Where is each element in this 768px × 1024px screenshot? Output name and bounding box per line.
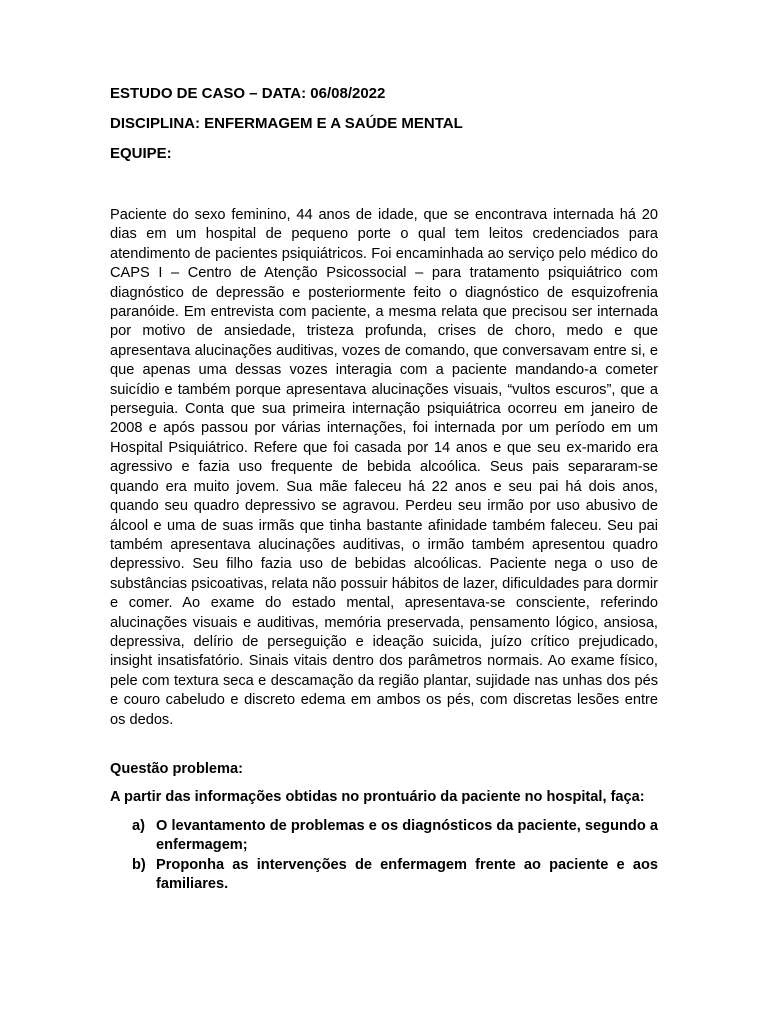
list-marker: a) (132, 817, 145, 834)
discipline-heading: DISCIPLINA: ENFERMAGEM E A SAÚDE MENTAL (110, 115, 463, 132)
document-page (110, 84, 658, 910)
question-intro: A partir das informações obtidas no prontuário da paciente no hospital, faça: (110, 789, 645, 806)
list-item-text: O levantamento de problemas e os diagnósticos da paciente, segundo a enfermagem; (156, 817, 658, 854)
case-description-paragraph: Paciente do sexo feminino, 44 anos de idade, que se encontrava internada há 20 dias em um hospital de pequeno porte o qual tem leitos credenciados para atendimento de pacientes psiquiátricos. Foi encaminhada ao serviço pelo médico do CAPS I – Centro de Atenção Psicossocial – para tratamento psiquiátrico com diagnóstico de depressão e posteriormente feito o diagnóstico de esquizofrenia paranóide. Em entrevista com paciente, a mesma relata que precisou ser internada por motivo de ansiedade, tristeza profunda, crises de choro, medo e que apresentava alucinações auditivas, vozes de comando, que conversavam entre si, e que apenas uma dessas vozes interagia com a paciente mandando-a cometer suicídio e também porque apresentava alucinações visuais, “vultos escuros”, que a perseguia. Conta que sua primeira internação psiquiátrica ocorreu em janeiro de 2008 e após passou por várias internações, foi internada por um período em um Hospital Psiquiátrico. Refere que foi casada por 14 anos e que seu ex-marido era agressivo e fazia uso frequente de bebida alcoólica. Seus pais separaram-se quando era muito jovem. Sua mãe faleceu há 22 anos e seu pai há dois anos, quando seu quadro depressivo se agravou. Perdeu seu irmão por uso abusivo de álcool e uma de suas irmãs que tinha bastante afinidade também faleceu. Seu pai também apresentava alucinações auditivas, o irmão também apresentou quadro depressivo. Seu filho fazia uso de bebidas alcoólicas. Paciente nega o uso de substâncias psicoativas, relata não possuir hábitos de lazer, dificuldades para dormir e comer. Ao exame do estado mental, apresentava-se consciente, referindo alucinações visuais e auditivas, memória preservada, pensamento lógico, ansiosa, depressiva, delírio de perseguição e ideação suicida, juízo crítico prejudicado, insight insatisfatório. Sinais vitais dentro dos parâmetros normais. Ao exame físico, pele com textura seca e descamação da região plantar, sujidade nas unhas dos pés e couro cabeludo e discreto edema em ambos os pés, com discretas lesões entre os dedos. (110, 207, 658, 728)
list-item-text: Proponha as intervenções de enfermagem frente ao paciente e aos familiares. (156, 856, 658, 892)
case-study-date-heading: ESTUDO DE CASO – DATA: 06/08/2022 (110, 85, 386, 102)
team-heading: EQUIPE: (110, 145, 172, 162)
question-item-a (132, 817, 658, 856)
question-title: Questão problema: (110, 760, 243, 777)
question-list (110, 817, 658, 895)
list-marker: b) (132, 856, 146, 873)
question-item-b (132, 856, 658, 895)
